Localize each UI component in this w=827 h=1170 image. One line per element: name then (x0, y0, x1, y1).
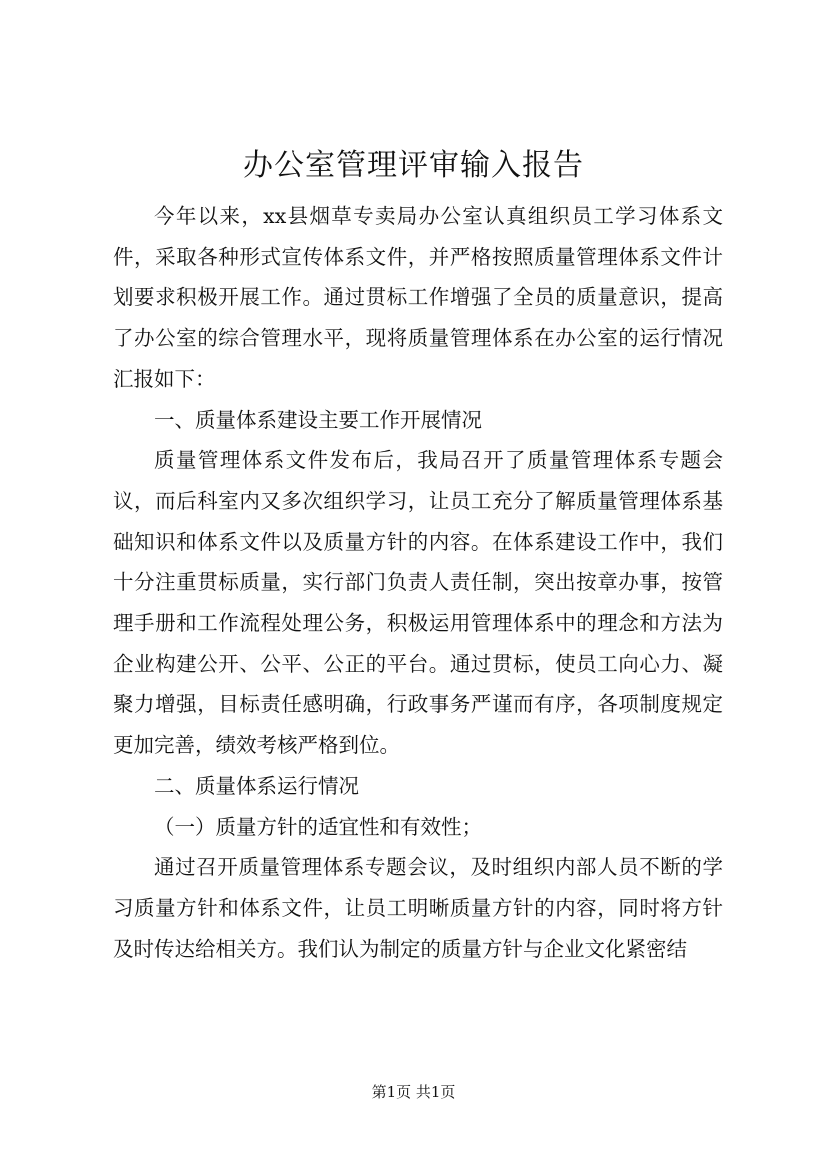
paragraph-subsection-1: 通过召开质量管理体系专题会议，及时组织内部人员不断的学习质量方针和体系文件，让员工明晰质量方针的内容，同时将方针及时传达给相关方。我们认为制定的质量方针与企业文化紧密结 (113, 855, 723, 961)
page-footer: 第1页 共1页 (371, 1083, 456, 1101)
section-heading-2: 二、质量体系运行情况 (154, 773, 359, 798)
paragraph-section-1: 质量管理体系文件发布后，我局召开了质量管理体系专题会议，而后科室内又多次组织学习，让员工充分了解质量管理体系基础知识和体系文件以及质量方针的内容。在体系建设工作中，我们十分注重贯标质量，实行部门负责人责任制，突出按章办事，按管理手册和工作流程处理公务，积极运用管理体系中的理念和方法为企业构建公开、公平、公正的平台。通过贯标，使员工向心力、凝聚力增强，目标责任感明确，行政事务严谨而有序，各项制度规定更加完善，绩效考核严格到位。 (113, 448, 723, 758)
document-body (113, 196, 723, 969)
section-heading-1: 一、质量体系建设主要工作开展情况 (154, 407, 482, 432)
document-title: 办公室管理评审输入报告 (243, 148, 584, 183)
paragraph-intro: 今年以来，xx县烟草专卖局办公室认真组织员工学习体系文件，采取各种形式宣传体系文件，并严格按照质量管理体系文件计划要求积极开展工作。通过贯标工作增强了全员的质量意识，提高了办公室的综合管理水平，现将质量管理体系在办公室的运行情况汇报如下： (113, 204, 723, 391)
subsection-heading-1: （一）质量方针的适宜性和有效性； (154, 814, 482, 839)
